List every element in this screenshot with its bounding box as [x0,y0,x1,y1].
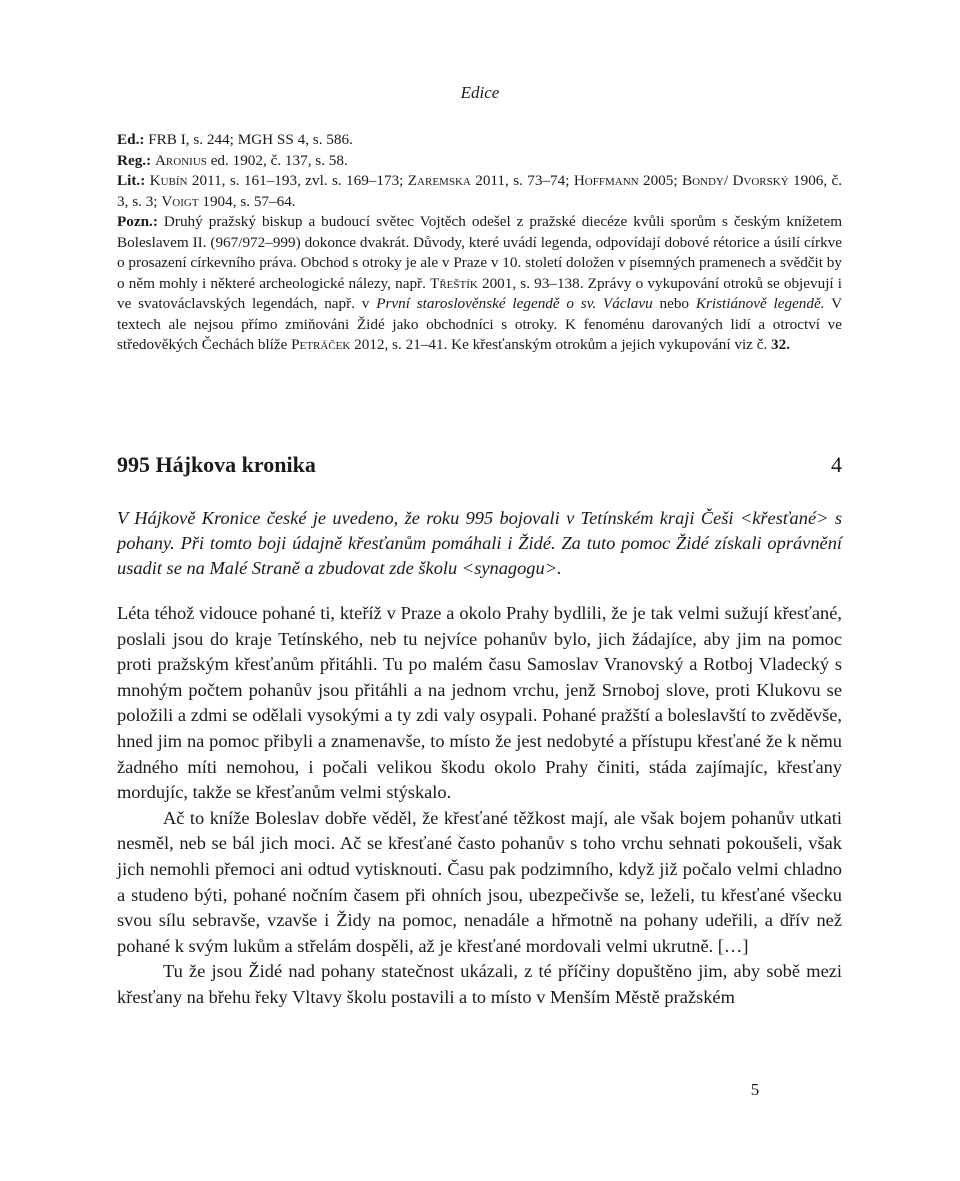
literature-ref: 2011, s. 161–193, zvl. s. 169–173; [191,172,404,189]
author-name: Zaremska [407,172,471,189]
regest-line [117,151,842,172]
note-text: nebo [659,295,690,312]
entry-regest [117,506,842,581]
note-text: 2001, s. 93–138. Zprávy o vykupování otroků se objevují i ve svatováclavských legendách, např. v [117,274,843,312]
source-text [117,601,842,1011]
source-paragraph: Tu že jsou Židé nad pohany statečnost ukázali, z té příčiny dopuštěno jim, aby sobě mezi křesťany na břehu řeky Vltavy školu postavili a to místo v Menším Městě pražském [117,961,842,1007]
edition-line [117,130,842,151]
regest-label: Reg.: [117,151,152,169]
entry-heading [117,452,842,478]
cross-reference: 32. [771,336,791,353]
literature-ref: 1906, č. 3, s. 3; [117,172,843,210]
entry-title: 995 Hájkova kronika [117,452,316,477]
note-text: 2012, s. 21–41. Ke křesťanským otrokům a jejich vykupování viz č. [354,336,768,353]
regest-text: V Hájkově Kronice české je uvedeno, že roku 995 bojovali v Tetínském kraji Češi <křesťané> s pohany. Při tomto boji údajně křesťanům pomáhali i Židé. Za tuto pomoc Židé získali oprávnění usadit se na Malé Straně a zbudovat zde školu <synagogu>. [117,508,842,578]
literature-ref: 2005; [642,172,678,189]
edition-text: FRB I, s. 244; MGH SS 4, s. 586. [148,131,353,148]
edition-label: Ed.: [117,131,145,148]
author-name: Aronius [154,151,207,169]
author-name: Třeštík [430,274,478,292]
legend-title: Kristiánově legendě. [695,295,825,312]
literature-label: Lit.: [117,172,146,189]
regest-ref: ed. 1902, č. 137, s. 58. [210,151,348,169]
literature-ref: 1904, s. 57–64. [202,192,296,210]
author-name: Kubín [149,172,188,189]
running-head: Edice [460,83,500,102]
entry-number: 4 [831,452,842,477]
legend-title: První staroslověnské legendě o sv. Václavu [376,295,653,312]
author-name: Hoffmann [573,172,639,189]
source-paragraph: Ač to kníže Boleslav dobře věděl, že křesťané těžkost mají, ale však bojem pohanův utkati nesměl, neb se bál jich moci. Ač se křesťané často pohanův s toho vrchu sehnati pokoušeli, však jich nemohli přemoci ani odtud vytisknouti. Času pak podzimního, když již počalo velmi chladno a studeno býti, pohané nočním časem při ohních jsou, ubezpečivše se, leželi, tu křesťané všecku svou sílu sebravše, vzavše i Židy na pomoc, nenadále a hřmotně na pohany udeřili, a dřív než pohané k svým lukům a střelám dospěli, až je křesťané mordovali velmi ukrutně. […] [117,807,842,956]
critical-apparatus [117,130,842,356]
author-name: Voigt [161,192,199,210]
literature-line [117,171,842,212]
note-paragraph [117,212,842,356]
literature-ref: 2011, s. 73–74; [475,172,570,189]
note-label: Pozn.: [117,213,158,230]
source-paragraph: Léta téhož vidouce pohané ti, kteříž v Praze a okolo Prahy bydlili, že je tak velmi sužují křesťané, poslali jsou do kraje Tetínského, neb tu nejvíce pohanův bylo, jich žádajíce, aby jim na pomoc proti pražským křesťanům přitáhli. Tu po malém času Samoslav Vranovský a Rotboj Vladecký s mnohým počtem pohanův jsou přitáhli a na jednom vrchu, jenž Srnoboj slove, proti Klukovu se položili a zdmi se odělali vysokými a ty zdi valy osypali. Pohané pražští a boleslavští to zvěděvše, hned jim na pomoc přibyli a znamenavše, to místo že jest nedobyté a přístupu křesťané že k němu žadného míti nemohou, i počali velikou škodu okolo Prahy činiti, stáda zajímajíc, křesťany mordujíc, takže se křesťanům velmi stýskalo. [117,603,842,803]
note-text: V textech ale nejsou přímo zmiňováni Židé jako obchodníci s otroky. K fenoménu darovaných lidí a otroctví ve středověkých Čechách blíže [117,295,843,353]
author-name: Bondy/ Dvorský [681,172,789,189]
note-text: Druhý pražský biskup a budoucí světec Vojtěch odešel z pražské diecéze kvůli sporům s českým knížetem Boleslavem II. (967/972–999) dokonce dvakrát. Důvody, které uvádí legenda, odpovídají dobové rétorice a úsilí církve o prosazení církevního práva. Obchod s otroky je ale v Praze v 10. století doložen v písemných pramenech a svědčit by o něm mohly i některé archeologické nálezy, např. [117,213,843,292]
author-name: Petráček [291,336,351,353]
page-number: 5 [750,1080,760,1099]
